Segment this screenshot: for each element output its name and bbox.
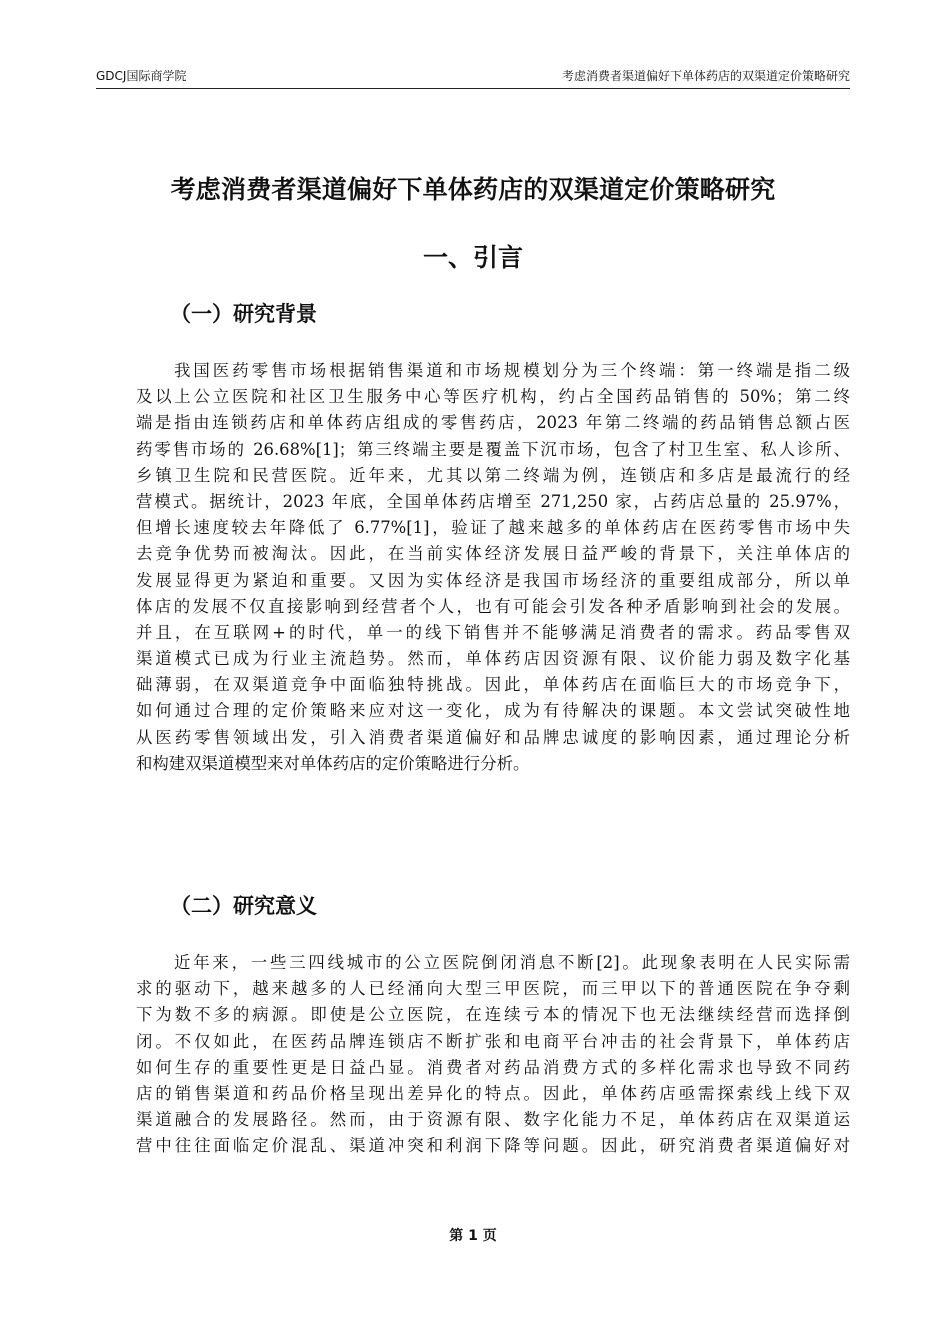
text-line: 体店的发展不仅直接影响到经营者个人，也有可能会引发各种矛盾影响到社会的发展。 (136, 596, 850, 616)
text-line: 发展显得更为紧迫和重要。又因为实体经济是我国市场经济的重要组成部分，所以单 (136, 570, 850, 590)
text-line: 我国医药零售市场根据销售渠道和市场规模划分为三个终端：第一终端是指二级 (174, 361, 850, 380)
paragraph-significance (136, 950, 850, 1160)
text-line: 近年来，一些三四线城市的公立医院倒闭消息不断[2]。此现象表明在人民实际需 (174, 953, 850, 972)
text-line: 如何生存的重要性更是日益凸显。消费者对药品消费方式的多样化需求也导致不同药 (136, 1057, 850, 1077)
text-line: 乡镇卫生院和民营医院。近年来，尤其以第二终端为例，连锁店和多店是最流行的经 (136, 465, 850, 485)
document-title: 考虑消费者渠道偏好下单体药店的双渠道定价策略研究 (170, 175, 776, 204)
text-line: 渠道融合的发展路径。然而，由于资源有限、数字化能力不足，单体药店在双渠道运 (136, 1110, 850, 1130)
text-line: 求的驱动下，越来越多的人已经涌向大型三甲医院，而三甲以下的普通医院在争夺剩 (136, 979, 850, 999)
text-line: 从医药零售领域出发，引入消费者渠道偏好和品牌忠诚度的影响因素，通过理论分析 (136, 727, 850, 747)
text-line: 及以上公立医院和社区卫生服务中心等医疗机构，约占全国药品销售的 50%；第二终 (136, 387, 850, 407)
paragraph-background (136, 358, 850, 777)
page-number: 第 1 页 (449, 1228, 497, 1244)
text-line: 营模式。据统计，2023 年底，全国单体药店增至 271,250 家，占药店总量的 25.97%， (136, 491, 850, 511)
text-line: 闭。不仅如此，在医药品牌连锁店不断扩张和电商平台冲击的社会背景下，单体药店 (136, 1031, 850, 1051)
header-institution: GDCJ国际商学院 (96, 69, 187, 83)
text-line: 下为数不多的病源。即使是公立医院，在连续亏本的情况下也无法继续经营而选择倒 (136, 1005, 850, 1025)
text-line: 端是指由连锁药店和单体药店组成的零售药店，2023 年第二终端的药品销售总额占医 (136, 413, 850, 433)
text-line: 药零售市场的 26.68%[1]；第三终端主要是覆盖下沉市场，包含了村卫生室、私人诊所、 (136, 439, 850, 459)
subsection-heading-significance: （二）研究意义 (170, 894, 317, 918)
text-line: 营中往往面临定价混乱、渠道冲突和利润下降等问题。因此，研究消费者渠道偏好对 (136, 1136, 850, 1156)
text-line: 如何通过合理的定价策略来应对这一变化，成为有待解决的课题。本文尝试突破性地 (136, 701, 850, 721)
text-line: 店的销售渠道和药品价格呈现出差异化的特点。因此，单体药店亟需探索线上线下双 (136, 1083, 850, 1103)
page-header (96, 64, 850, 89)
header-running-title: 考虑消费者渠道偏好下单体药店的双渠道定价策略研究 (561, 69, 850, 83)
subsection-heading-background: （一）研究背景 (170, 302, 317, 326)
text-line: 和构建双渠道模型来对单体药店的定价策略进行分析。 (136, 753, 530, 773)
text-line: 但增长速度较去年降低了 6.77%[1]，验证了越来越多的单体药店在医药零售市场中失 (136, 518, 850, 538)
section-heading-introduction: 一、引言 (422, 243, 523, 272)
text-line: 础薄弱，在双渠道竞争中面临独特挑战。因此，单体药店在面临巨大的市场竞争下， (136, 675, 850, 695)
text-line: 渠道模式已成为行业主流趋势。然而，单体药店因资源有限、议价能力弱及数字化基 (136, 649, 850, 669)
text-line: 去竞争优势而被淘汰。因此，在当前实体经济发展日益严峻的背景下，关注单体店的 (136, 544, 850, 564)
text-line: 并且，在互联网+的时代，单一的线下销售并不能够满足消费者的需求。药品零售双 (136, 622, 850, 642)
